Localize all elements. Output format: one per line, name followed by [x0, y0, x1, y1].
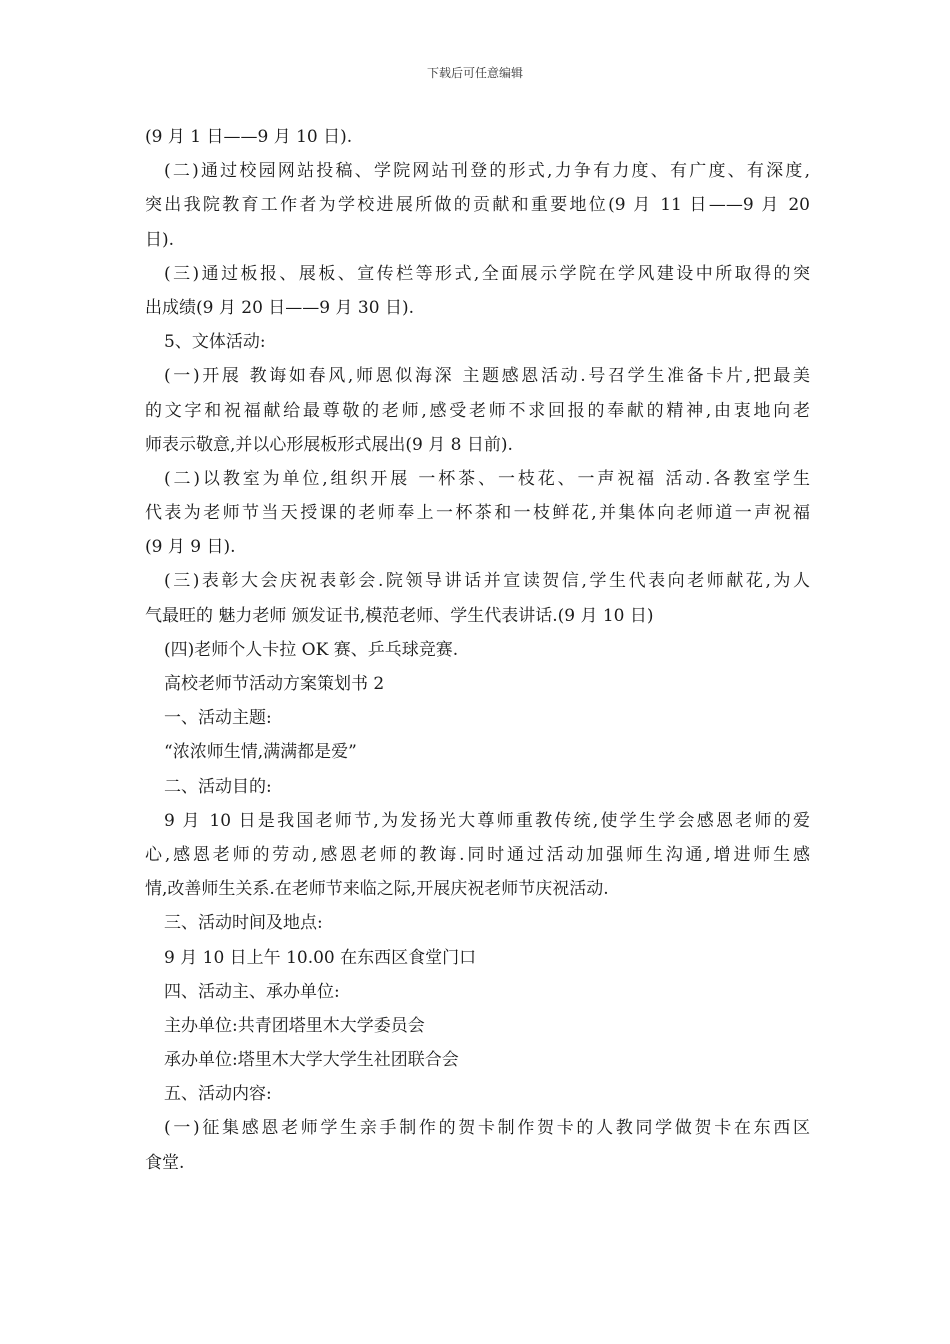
text-line: 四、活动主、承办单位: — [164, 981, 340, 1002]
text-line: 二、活动目的: — [164, 776, 272, 797]
text-line: (一)征集感恩老师学生亲手制作的贺卡制作贺卡的人教同学做贺卡在东西区 — [164, 1118, 810, 1139]
text-line: 出成绩(9 月 20 日——9 月 30 日). — [145, 297, 414, 318]
text-line: 突出我院教育工作者为学校进展所做的贡献和重要地位(9 月 11 日——9 月 20 — [145, 195, 810, 216]
text-line: 气最旺的 魅力老师 颁发证书,模范老师、学生代表讲话.(9 月 10 日) — [145, 605, 654, 626]
text-line: (9 月 9 日). — [145, 537, 236, 558]
text-line: 三、活动时间及地点: — [164, 913, 323, 934]
text-line: 9 月 10 日是我国老师节,为发扬光大尊师重教传统,使学生学会感恩老师的爱 — [164, 810, 810, 831]
text-line: 的文字和祝福献给最尊敬的老师,感受老师不求回报的奉献的精神,由衷地向老 — [145, 400, 810, 421]
page-header-note: 下载后可任意编辑 — [426, 66, 523, 80]
text-line: 9 月 10 日上午 10.00 在东西区食堂门口 — [164, 947, 477, 968]
text-line: 食堂. — [145, 1152, 185, 1173]
text-line: (二)以教室为单位,组织开展 一杯茶、一枝花、一声祝福 活动.各教室学生 — [164, 468, 810, 489]
text-line: 心,感恩老师的劳动,感恩老师的教诲.同时通过活动加强师生沟通,增进师生感 — [145, 844, 810, 865]
text-line: 承办单位:塔里木大学大学生社团联合会 — [164, 1050, 459, 1071]
text-line: 代表为老师节当天授课的老师奉上一杯茶和一枝鲜花,并集体向老师道一声祝福 — [145, 503, 810, 524]
text-line: (9 月 1 日——9 月 10 日). — [145, 127, 353, 147]
text-line: (一)开展 教诲如春风,师恩似海深 主题感恩活动.号召学生准备卡片,把最美 — [164, 366, 810, 387]
text-line: 主办单位:共青团塔里木大学委员会 — [164, 1015, 425, 1036]
text-line: 高校老师节活动方案策划书 2 — [164, 674, 385, 694]
text-line: 五、活动内容: — [164, 1084, 272, 1105]
document-body — [145, 120, 810, 1180]
text-line: “浓浓师生情,满满都是爱” — [164, 742, 357, 763]
text-line: (三)表彰大会庆祝表彰会.院领导讲话并宣读贺信,学生代表向老师献花,为人 — [164, 571, 810, 592]
text-line: 5、文体活动: — [164, 332, 266, 353]
text-line: 师表示敬意,并以心形展板形式展出(9 月 8 日前). — [145, 434, 513, 455]
text-line: (四)老师个人卡拉 OK 赛、乒乓球竞赛. — [164, 639, 459, 660]
text-line: 日). — [145, 229, 175, 250]
text-line: (二)通过校园网站投稿、学院网站刊登的形式,力争有力度、有广度、有深度, — [164, 161, 810, 182]
text-line: (三)通过板报、展板、宣传栏等形式,全面展示学院在学风建设中所取得的突 — [164, 263, 810, 284]
text-line: 一、活动主题: — [164, 708, 272, 729]
text-line: 情,改善师生关系.在老师节来临之际,开展庆祝老师节庆祝活动. — [145, 879, 609, 900]
